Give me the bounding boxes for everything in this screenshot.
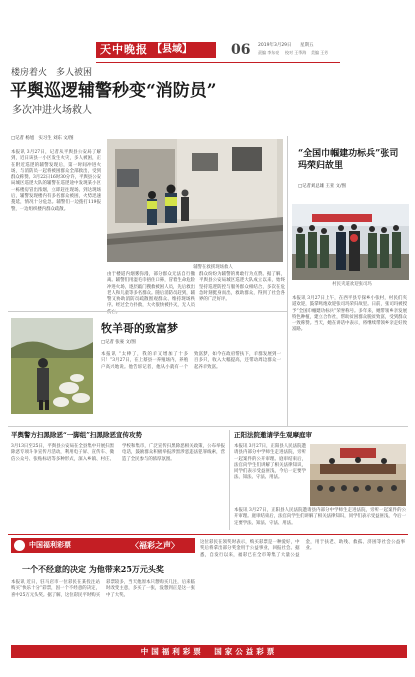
lottery-body: 本报讯 近日，驻马店市一位彩民在某投注站购买“快乐十分”彩票，因一个不经意的决定，喜中25万元头奖。据了解，这位彩民平时购买彩票较多，当天他原本只想购买几注，后来临时改变主意，多买了一张，没想到正是这一张中了大奖。: [11, 580, 195, 598]
lead-headline: 平舆巡逻辅警秒变“消防员”: [10, 81, 217, 101]
lottery-headline: 一个不经意的决定 为他带来25万元头奖: [22, 564, 164, 574]
page-number: 06: [231, 42, 251, 58]
editor-credit: 责编 李东亮: [258, 50, 280, 55]
farmer-body: 本报讯 “太棒了，我的羊又增加了十多只！”3月27日，在上蔡县一养殖场内，养殖户高兴地说。他告诉记者，他从小就有一个致富梦，如今在政府帮扶下，羊群发展到一百多只，收入大幅提高，还带动周边群众一起养羊致富。: [101, 352, 281, 370]
rescue-scene-image: [107, 139, 283, 262]
layout-credit: 校对 王季海: [285, 50, 307, 55]
farmer-byline: □记者 张豪 文/图: [101, 340, 136, 345]
lottery-logo-icon: [14, 540, 25, 551]
farmer-headline: 牧羊哥的致富梦: [101, 322, 178, 335]
lead-bottom-rule: [8, 311, 287, 312]
campaign-headline: 平舆警方扫黑除恶“一脚组”扫黑除恶宣传攻势: [11, 431, 142, 439]
lead-subhead: 多次冲进火场救人: [12, 105, 92, 116]
honor-byline: □记者刘总雄 王亚 文/图: [298, 184, 346, 189]
lead-photo-caption: 辅警在救援现场救人: [193, 265, 233, 270]
issue-date: 2019年3月29日: [258, 43, 292, 48]
newspaper-logo: 天中晚报: [100, 43, 148, 56]
column-rule-2: [229, 430, 230, 530]
masthead: [0, 38, 415, 62]
campaign-body: 3月13日至25日，平舆县公安局在全县集中开展扫黑除恶专项斗争宣传月活动，利用电子屏、宣传车、微信公众号、张贴标语等多种形式，深入乡镇、村庄、学校和集市，广泛宣传扫黑除恶相关政策，公布举报电话，鼓励群众积极举报涉黑涉恶违法犯罪线索，营造了全民参与的浓厚氛围。: [11, 444, 225, 462]
lead-byline: □记者 杨旭 实习生 刘东 文/图: [11, 136, 74, 141]
court-photo: [310, 444, 406, 506]
proof-credit: 美编 王芳: [311, 50, 329, 55]
lead-body-col1: 本报讯 3月27日，记者从平舆县公安局了解到，近日该县一小区发生火灾，多人被困，正在附近巡逻的辅警发现后，第一时间冲进火场，与消防员一起将被困群众全部救出，受到群众称赞。3月22日16时30分许，平舆县公安局城区巡逻大队的辅警在巡逻途中发现某小区一栋楼房冒出浓烟，立即赶往现场。到达现场后，辅警发现楼内有多名群众被困，火势迅速蔓延，情况十分危急。辅警们一边拨打119报警，一边组织楼内群众疏散。: [11, 150, 101, 212]
lottery-logo: 中国福利彩票: [29, 541, 71, 549]
issue-weekday: 星期五: [300, 43, 314, 48]
lottery-tag: 〈福彩之声〉: [131, 540, 179, 550]
lead-body-col3: 群众纷纷为辅警的勇敢行为点赞。据了解，平舆县公安局城区巡逻大队成立以来，始终坚持巡逻防控与服务群众相结合，多次在危急时刻挺身而出，救助群众，得到了社会各界的广泛好评。: [199, 272, 285, 303]
honor-body: 本报讯 3月27日上午，在西平县专探乡小张村，村民们夹道欢迎，鼓掌鸣炮欢迎张司玛荣归故里。日前，张司玛被授予“全国巾帼建功标兵”荣誉称号。多年来，她带领乡亲发展特色种植，建立合作社，帮助贫困群众脱贫致富，受到群众一致称赞。当天，她在讲话中表示，将继续带领乡亲走好致富路。: [292, 296, 407, 333]
court-body-bottom: 本报讯 3月27日，正阳县人民法院邀请县内部分中学师生走进法院，旁听一起案件的公开审理。庭审结束后，法官向学生们讲解了相关法律知识，同学们表示受益匪浅，今后一定要学法、知法、守法、用法。: [234, 508, 406, 526]
lead-photo: [107, 139, 283, 262]
column-rule-1: [287, 136, 288, 426]
shepherd-image: [11, 318, 93, 414]
mid-rule: [8, 426, 408, 427]
lottery-top-rule: [8, 534, 408, 535]
farmer-photo: [11, 318, 93, 414]
court-body-left: 本报讯 3月27日，正阳县人民法院邀请县内部分中学师生走进法院，旁听一起案件的公开审理。庭审结束后，法官向学生们讲解了相关法律知识，同学们表示受益匪浅，今后一定要学法、知法、守法、用法。: [234, 444, 306, 481]
courtroom-image: [310, 444, 406, 506]
lead-kicker: 楼房着火 多人被困: [11, 68, 93, 78]
honor-headline: [298, 148, 406, 172]
welcome-crowd-image: [292, 204, 409, 280]
lead-body-col2: 由于楼道内烟雾弥漫，部分群众无法自行撤离。辅警们用湿毛巾捂住口鼻，冒着生命危险冲进火场，逐层敲门搜救被困人员，先后救出老人和儿童等多名群众。随后消防员赶到，辅警又协助消防员疏散围观群众、维持现场秩序。经过全力扑救，大火很快被扑灭，无人员伤亡。: [107, 272, 195, 315]
honor-photo-caption: 村民夹道欢迎张司玛: [332, 282, 372, 287]
lottery-footer: 中国福利彩票 国家公益彩票: [140, 647, 278, 656]
court-headline: 正阳法院邀请学生观摩庭审: [234, 431, 312, 439]
lottery-body-right: 这位彩民在领奖时表示，购买彩票是一种爱好，中奖后将拿出部分奖金用于公益事业，回报社会。据悉，自发行以来，福彩已在全市筹集了大量公益金，用于扶老、助残、救孤、济困等社会公益事业。: [200, 540, 405, 558]
honor-headline-text: “全国巾帼建功标兵”张司玛荣归故里: [298, 149, 399, 171]
section-label: 【县域】: [152, 44, 192, 55]
honor-photo: [292, 204, 409, 280]
masthead-rule: [96, 62, 340, 63]
